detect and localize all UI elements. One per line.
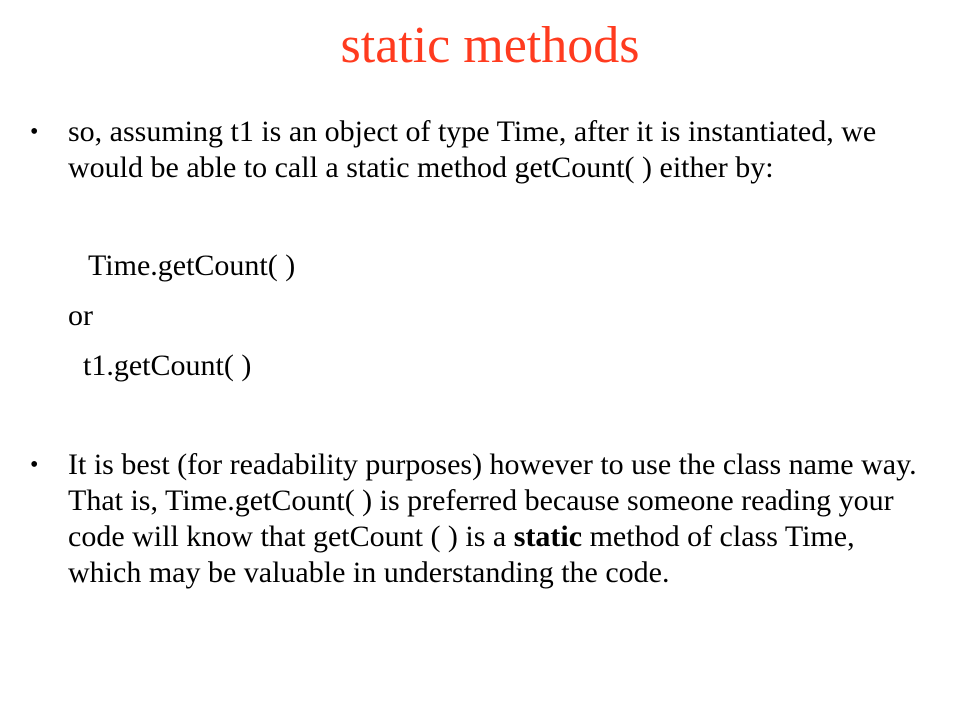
- slide-title: static methods: [340, 17, 640, 74]
- bullet-item: [30, 114, 930, 186]
- bullet-item: [30, 447, 930, 591]
- bullet-text: so, assuming t1 is an object of type Time, after it is instantiated, we would be able to call a static method getCount( ) either by:: [68, 115, 877, 184]
- example-line-object-call: t1.getCount( ): [83, 349, 252, 382]
- bullet-dot-icon: •: [30, 119, 39, 145]
- bullet-dot-icon: •: [30, 452, 39, 478]
- bullet-text-part: method of class Time, which may be valuable in understanding the code.: [68, 520, 855, 589]
- bullet-text-part: It is best (for readability purposes) however to use the class name way. That is, Time.getCount( ) is preferred because someone reading your code will know that getCount ( ) is a: [68, 448, 917, 553]
- example-line-or: or: [68, 299, 93, 332]
- example-line-class-call: Time.getCount( ): [88, 249, 296, 282]
- bold-keyword: static: [513, 520, 583, 553]
- bullet-text: [68, 447, 930, 591]
